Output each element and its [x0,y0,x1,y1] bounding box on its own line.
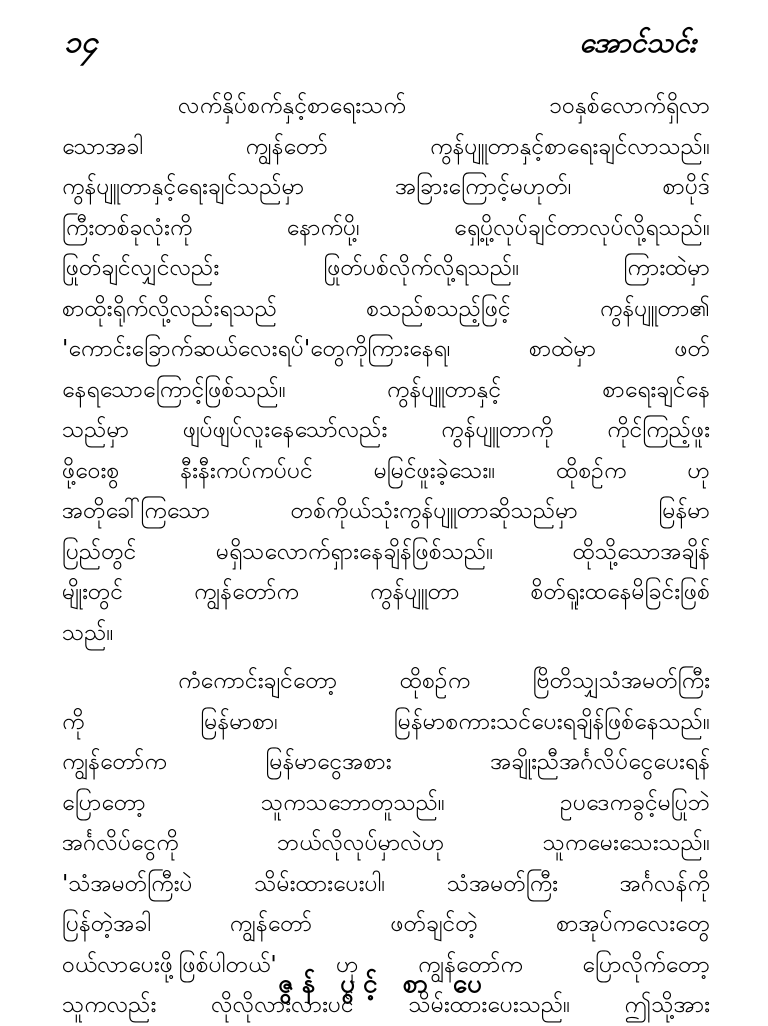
text-line: ကွန်ပျူတာနှင့်ရေးချင်သည်မှာ အခြားကြောင့်မဟုတ်၊ စာပိုဒ် [62,174,710,200]
text-line: ပြန်တဲ့အခါ ကျွန်တော် ဖတ်ချင်တဲ့ စာအုပ်ကလေးတွေ [62,911,710,937]
text-line: အင်္ဂလိပ်ငွေကို ဘယ်လိုလုပ်မှာလဲဟု သူကမေးသေးသည်။ [62,830,710,856]
text-line: သောအခါ ကျွန်တော် ကွန်ပျူတာနှင့်စာရေးချင်လာသည်။ [62,133,710,160]
footer-book-title: ဇွန် ပွင့် စာ ပေ [278,969,490,999]
page-number: ၁၄ [64,25,98,60]
text-line: ကြီးတစ်ခုလုံးကို နောက်ပို့၊ ရှေ့ပို့လုပ်ချင်တာလုပ်လို့ရသည်။ [62,214,710,241]
text-line: ပြည်တွင် မရှိသလောက်ရှားနေချိန်ဖြစ်သည်။ ထိုသို့သောအချိန် [62,538,710,565]
text-line: 'သံအမတ်ကြီးပဲ သိမ်းထားပေးပါ၊ သံအမတ်ကြီး အင်္ဂလန်ကို [62,870,710,897]
text-line: စာထိုးရိုက်လို့လည်းရသည် စသည်စသည့်ဖြင့် ကွန်ပျူတာ၏ [62,295,710,322]
text-line: နေရသောကြောင့်ဖြစ်သည်။ ကွန်ပျူတာနှင့် စာရေးချင်နေ [62,376,710,403]
text-line: ဝယ်လာပေးဖို့ဖြစ်ပါတယ်' ဟု ကျွန်တော်က ပြောလိုက်တော့ [62,951,710,978]
text-line: ဖို့ဝေးစွ နီးနီးကပ်ကပ်ပင် မမြင်ဖူးခဲ့သေး။ ထိုစဉ်က ဟု [62,457,710,484]
text-line: ကျွန်တော်က မြန်မာငွေအစား အချိုးညီအင်္ဂလိပ်ငွေပေးရန် [62,749,710,775]
text-line: ပြောတော့ သူကသဘောတူသည်။ ဥပဒေကခွင့်မပြုဘဲ [62,789,710,816]
text-line: ကို မြန်မာစာ၊ မြန်မာစကားသင်ပေးရချိန်ဖြစ်နေသည်။ [62,708,710,735]
text-line: အတိုခေါ်ကြသော တစ်ကိုယ်သုံးကွန်ပျူတာဆိုသည်မှာ မြန်မာ [62,498,710,524]
text-line: သည်။ [62,619,114,646]
text-line: သူကလည်း လိုလိုလားလားပင် သိမ်းထားပေးသည်။ ဤသို့အား [62,992,710,1018]
body-text [62,86,710,1026]
text-line: ဖြုတ်ချင်လျှင်လည်း ဖြုတ်ပစ်လိုက်လို့ရသည်။ ကြားထဲမှာ [62,255,710,281]
text-line: လက်နှိပ်စက်နှင့်စာရေးသက် ၁၀နှစ်လောက်ရှိလာ [178,93,710,119]
running-head: အောင်သင်း [579,26,696,59]
text-line: ကံကောင်းချင်တော့ ထိုစဉ်က ဗြိတိသျှသံအမတ်ကြီး [178,668,710,694]
text-line: သည်မှာ ဖျပ်ဖျပ်လူးနေသော်လည်း ကွန်ပျူတာကို ကိုင်ကြည့်ဖူး [62,417,710,443]
text-line: 'ကောင်းခြောက်ဆယ်လေးရပ်'တွေကိုကြားနေရ၊ စာထဲမှာ ဖတ် [62,336,710,362]
text-line: မျိုးတွင် ကျွန်တော်က ကွန်ပျူတာ စိတ်ရူးထနေမိခြင်းဖြစ် [62,579,710,605]
